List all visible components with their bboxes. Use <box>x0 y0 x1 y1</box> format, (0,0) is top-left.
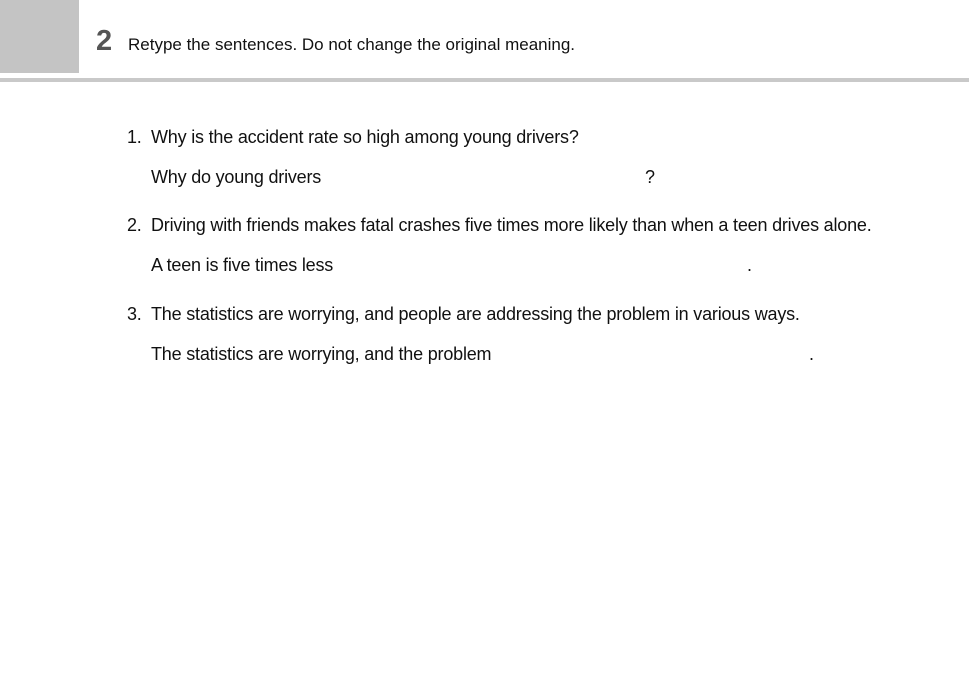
sentence-ending: ? <box>645 167 655 187</box>
exercise-instruction: Retype the sentences. Do not change the original meaning. <box>128 35 576 54</box>
original-sentence: The statistics are worrying, and people are addressing the problem in various ways. <box>151 304 800 324</box>
answer-input-2[interactable] <box>334 253 742 277</box>
original-sentence: Driving with friends makes fatal crashes five times more likely than when a teen drives alone. <box>151 215 872 235</box>
answer-prompt: Why do young drivers <box>151 167 322 187</box>
header-gray-block <box>0 0 79 73</box>
exercise-item-2 <box>0 213 969 293</box>
item-number: 3. <box>127 304 142 324</box>
item-number: 2. <box>127 215 142 235</box>
exercise-item-3 <box>0 302 969 382</box>
item-number: 1. <box>127 127 142 147</box>
exercise-number: 2 <box>96 25 113 57</box>
original-sentence: Why is the accident rate so high among young drivers? <box>151 127 579 147</box>
answer-prompt: A teen is five times less <box>151 255 334 275</box>
sentence-ending: . <box>809 344 814 364</box>
answer-input-3[interactable] <box>486 342 804 366</box>
answer-prompt: The statistics are worrying, and the problem <box>151 344 492 364</box>
header-divider <box>0 78 969 82</box>
exercise-item-1 <box>0 125 969 205</box>
sentence-ending: . <box>747 255 752 275</box>
answer-input-1[interactable] <box>322 165 640 189</box>
